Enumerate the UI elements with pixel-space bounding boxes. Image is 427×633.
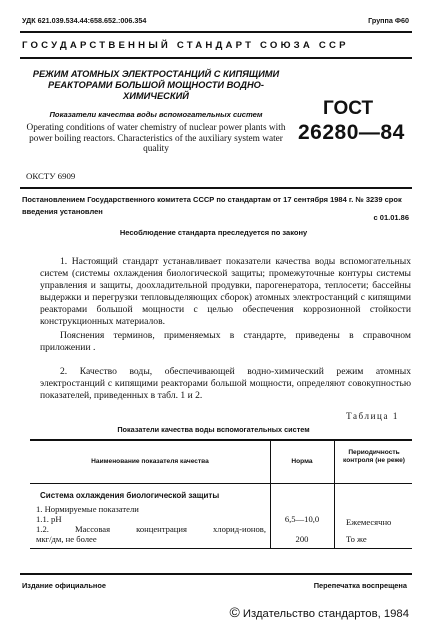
introduction-date: с 01.01.86 [373,213,409,222]
footer-rule [20,573,412,575]
table-section: Система охлаждения биологической защиты [40,491,220,500]
table-title: Показатели качества воды вспомогательных систем [117,425,310,434]
gost-number: 26280—84 [298,121,405,144]
paragraph-2: Пояснения терминов, применяемых в стандарте, приведены в справочном приложении . [40,330,411,353]
row-chloride-name: 1.2. Массовая концентрация хлорид-ионов, [36,524,266,534]
header-norm: Норма [291,458,313,465]
reprint-prohibited: Перепечатка воспрещена [313,581,407,590]
row-ph-name: 1.1. pH [36,514,62,524]
quality-table [30,439,412,549]
paragraph-1: 1. Настоящий стандарт устанавливает показатели качества воды вспомогательных систем (системы охлаждения биологической защиты; промежуточные контуры системы управления и защиты, доохладительной продувки, парогенератора, теплосети; бассейны выдержки и перегрузки тепловыделяющих сборок) атомных электростанций с кипящими реакторами большой мощности с целью обеспечения коррозионной стойкости конструкционных материалов. [40,256,411,327]
copyright-icon: © [229,604,240,620]
header-period: Периодичность контроля (не реже) [343,449,405,464]
header-indicator: Наименование показателя качества [91,458,209,465]
okstu-code: ОКСТУ 6909 [26,171,76,181]
law-notice: Несоблюдение стандарта преследуется по закону [119,228,308,237]
title-russian: РЕЖИМ АТОМНЫХ ЭЛЕКТРОСТАНЦИЙ С КИПЯЩИМИ РЕАКТОРАМИ БОЛЬШОЙ МОЩНОСТИ ВОДНО-ХИМИЧЕСКИЙ [32,69,280,102]
paragraph-3: 2. Качество воды, обеспечивающей водно-химический режим атомных электростанций с кипящими реакторами большой мощности, определяют совокупностью показателей, приведенных в табл. 1 и 2. [40,366,411,401]
official-edition: Издание официальное [22,581,107,590]
table-number: Таблица 1 [346,411,399,421]
row-ph-period: Ежемесячно [346,517,392,527]
subtitle-russian: Показатели качества воды вспомогательных систем [49,110,263,119]
decree-text: Постановлением Государственного комитета СССР по стандартам от 17 сентября 1984 г. № 3239 срок введения установлен [22,195,402,216]
group-code: Группа Ф60 [368,16,409,25]
udc-code: УДК 621.039.534.44:658.652.:006.354 [22,16,147,25]
row-chloride-period: То же [346,534,367,544]
title-rule [20,187,412,189]
publisher-name: Издательство стандартов, 1984 [242,608,409,620]
standard-banner: ГОСУДАРСТВЕННЫЙ СТАНДАРТ СОЮЗА ССР [22,40,349,51]
publisher-line [229,604,409,620]
banner-rule [20,57,412,59]
row-chloride-unit: мкг/дм, не более [36,534,97,544]
row-ph-norm: 6,5—10,0 [284,514,320,524]
row-chloride-norm: 200 [295,534,309,544]
table-subsection: 1. Нормируемые показатели [36,504,139,514]
title-english: Operating conditions of water chemistry of nuclear power plants with power boiling reactors. Characteristics of the auxiliary system water quality [26,123,286,154]
gost-label: ГОСТ [323,98,374,119]
top-rule [20,31,412,33]
